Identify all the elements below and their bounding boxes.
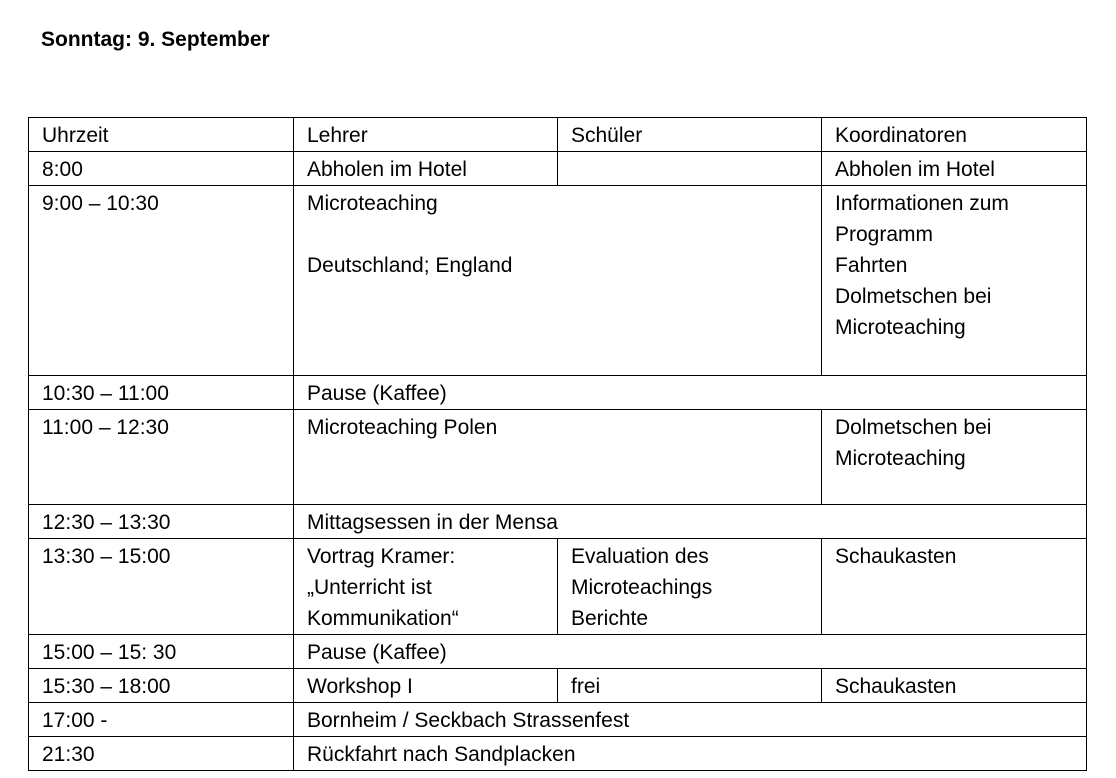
- table-row: [29, 669, 1087, 703]
- cell-text: Microteaching: [835, 447, 966, 470]
- time-cell: 12:30 – 13:30: [29, 505, 294, 539]
- cell-text: Microteachings: [571, 576, 713, 599]
- table-row: [29, 539, 1087, 635]
- cell-text: Vortrag Kramer:: [307, 545, 456, 568]
- teachers-students-cell: Microteaching Polen: [294, 410, 822, 505]
- table-row: [29, 703, 1087, 737]
- time-cell: 17:00 -: [29, 703, 294, 737]
- cell-text: Fahrten: [835, 254, 908, 277]
- time-cell: 10:30 – 11:00: [29, 376, 294, 410]
- cell-text: „Unterricht ist: [307, 576, 432, 599]
- table-row: [29, 635, 1087, 669]
- schedule-table: [28, 117, 1087, 771]
- time-cell: 21:30: [29, 737, 294, 771]
- time-cell: 15:00 – 15: 30: [29, 635, 294, 669]
- cell-text: Dolmetschen bei: [835, 285, 992, 308]
- coordinators-cell: [822, 186, 1087, 376]
- coordinators-cell: Schaukasten: [822, 669, 1087, 703]
- teachers-cell: Abholen im Hotel: [294, 152, 558, 186]
- time-cell: 9:00 – 10:30: [29, 186, 294, 376]
- coordinators-cell: Abholen im Hotel: [822, 152, 1087, 186]
- cell-text: Deutschland; England: [307, 254, 513, 277]
- students-cell: [558, 152, 822, 186]
- cell-text: Microteaching: [835, 316, 966, 339]
- coordinators-cell: [822, 410, 1087, 505]
- time-cell: 11:00 – 12:30: [29, 410, 294, 505]
- coordinators-cell: Schaukasten: [822, 539, 1087, 635]
- teachers-cell: Workshop I: [294, 669, 558, 703]
- cell-text: Kommunikation“: [307, 607, 459, 630]
- table-row: [29, 737, 1087, 771]
- activity-cell: Mittagsessen in der Mensa: [294, 505, 1087, 539]
- header-cell-coordinators: Koordinatoren: [822, 118, 1087, 152]
- activity-cell: Pause (Kaffee): [294, 635, 1087, 669]
- time-cell: 8:00: [29, 152, 294, 186]
- cell-text: Informationen zum: [835, 192, 1009, 215]
- teachers-cell: [294, 539, 558, 635]
- header-cell-students: Schüler: [558, 118, 822, 152]
- table-row: [29, 376, 1087, 410]
- header-cell-teachers: Lehrer: [294, 118, 558, 152]
- cell-text: Microteaching: [307, 192, 438, 215]
- activity-cell: Pause (Kaffee): [294, 376, 1087, 410]
- cell-text: Berichte: [571, 607, 649, 630]
- table-header-row: [29, 118, 1087, 152]
- table-row: [29, 505, 1087, 539]
- students-cell: frei: [558, 669, 822, 703]
- table-row: [29, 152, 1087, 186]
- table-row: [29, 410, 1087, 505]
- students-cell: [558, 539, 822, 635]
- time-cell: 13:30 – 15:00: [29, 539, 294, 635]
- cell-text: Programm: [835, 223, 934, 246]
- cell-text: Dolmetschen bei: [835, 416, 992, 439]
- table-row: [29, 186, 1087, 376]
- header-cell-time: Uhrzeit: [29, 118, 294, 152]
- page-heading: Sonntag: 9. September: [41, 28, 270, 51]
- activity-cell: Bornheim / Seckbach Strassenfest: [294, 703, 1087, 737]
- teachers-students-cell: [294, 186, 822, 376]
- cell-text: Evaluation des: [571, 545, 709, 568]
- cell-spacer: [307, 219, 809, 250]
- activity-cell: Rückfahrt nach Sandplacken: [294, 737, 1087, 771]
- time-cell: 15:30 – 18:00: [29, 669, 294, 703]
